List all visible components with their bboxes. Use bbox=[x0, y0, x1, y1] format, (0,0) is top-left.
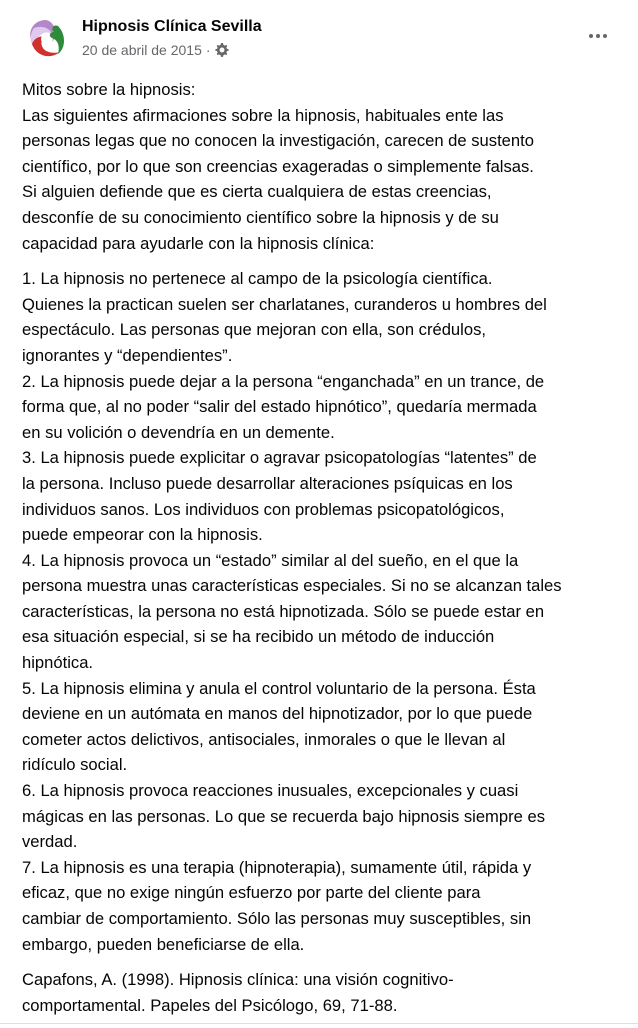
post-text-line: Capafons, A. (1998). Hipnosis clínica: una visión cognitivo- bbox=[22, 970, 454, 990]
post-paragraph bbox=[22, 967, 618, 1018]
post-text-line: características, la persona no está hipnotizada. Sólo se puede estar en bbox=[22, 601, 545, 621]
post-text-line: desconfíe de su conocimiento científico sobre la hipnosis y de su bbox=[22, 207, 499, 227]
post-text-line: científico, por lo que son creencias exageradas o simplemente falsas. bbox=[22, 156, 534, 176]
post-text-line: Mitos sobre la hipnosis: bbox=[22, 80, 196, 99]
post-text-line: verdad. bbox=[22, 832, 78, 852]
post-text-line: embargo, pueden beneficiarse de ella. bbox=[22, 934, 305, 954]
post-text-line: cambiar de comportamiento. Sólo las personas muy susceptibles, sin bbox=[22, 909, 532, 928]
post-paragraph bbox=[22, 77, 618, 256]
post-text-line: espectáculo. Las personas que mejoran con ella, son crédulos, bbox=[22, 320, 486, 340]
page-name[interactable]: Hipnosis Clínica Sevilla bbox=[82, 18, 262, 35]
post-body bbox=[22, 77, 618, 1028]
post-text-line: 2. La hipnosis puede dejar a la persona “enganchada” en un trance, de bbox=[22, 371, 545, 391]
post-paragraph bbox=[22, 266, 618, 957]
post-text-line: ridículo social. bbox=[22, 755, 128, 775]
post-text-line: Si alguien defiende que es cierta cualquiera de estas creencias, bbox=[22, 182, 492, 202]
post-text-line: 1. La hipnosis no pertenece al campo de la psicología científica. bbox=[22, 269, 493, 289]
post-text-line: eficaz, que no exige ningún esfuerzo por parte del cliente para bbox=[22, 883, 481, 903]
post-text-line: forma que, al no poder “salir del estado hipnótico”, quedaría mermada bbox=[22, 397, 537, 417]
post-text-line: persona muestra unas características especiales. Si no se alcanzan tales bbox=[22, 576, 562, 596]
post-text-line: 4. La hipnosis provoca un “estado” similar al del sueño, en el que la bbox=[22, 550, 519, 570]
post-text-line: 7. La hipnosis es una terapia (hipnoterapia), sumamente útil, rápida y bbox=[22, 857, 532, 877]
post-text-line: comportamental. Papeles del Psicólogo, 69, 71-88. bbox=[22, 995, 398, 1015]
post-text-line: puede empeorar con la hipnosis. bbox=[22, 525, 263, 545]
post-text-line: esa situación especial, si se ha recibido un método de inducción bbox=[22, 627, 495, 647]
post-header bbox=[22, 14, 616, 60]
post-text-line: capacidad para ayudarle con la hipnosis clínica: bbox=[22, 233, 375, 253]
post-text-line: en su volición o devendría en un demente. bbox=[22, 422, 335, 442]
post-text-line: individuos sanos. Los individuos con problemas psicopatológicos, bbox=[22, 499, 505, 519]
more-options-button[interactable] bbox=[582, 24, 614, 48]
post-meta bbox=[82, 42, 229, 58]
post-text-line: personas legas que no conocen la investigación, carecen de sustento bbox=[22, 131, 534, 151]
post-text-line: hipnótica. bbox=[22, 653, 94, 673]
post-date[interactable]: 20 de abril de 2015 bbox=[82, 42, 202, 58]
post-text-line: Quienes la practican suelen ser charlatanes, curanderos u hombres del bbox=[22, 294, 547, 314]
post-text-line: deviene en un autómata en manos del hipnotizador, por lo que puede bbox=[22, 704, 533, 724]
page-avatar[interactable] bbox=[22, 14, 70, 62]
ellipsis-dot bbox=[603, 34, 607, 38]
post-text-line: cometer actos delictivos, antisociales, inmorales o que le llevan al bbox=[22, 729, 506, 749]
gear-icon[interactable] bbox=[215, 43, 229, 57]
post-text-line: ignorantes y “dependientes”. bbox=[22, 345, 233, 365]
post-text-line: 6. La hipnosis provoca reacciones inusuales, excepcionales y cuasi bbox=[22, 781, 519, 801]
post-text-line: mágicas en las personas. Lo que se recuerda bajo hipnosis siempre es bbox=[22, 806, 546, 826]
ellipsis-dot bbox=[596, 34, 600, 38]
hypnosis-logo-icon bbox=[22, 14, 70, 62]
post-text-line: 5. La hipnosis elimina y anula el control voluntario de la persona. Ésta bbox=[22, 678, 536, 698]
post-text-line: Las siguientes afirmaciones sobre la hipnosis, habituales ente las bbox=[22, 105, 504, 125]
post-text-line: la persona. Incluso puede desarrollar alteraciones psíquicas en los bbox=[22, 473, 513, 493]
meta-separator: · bbox=[205, 42, 211, 58]
ellipsis-icon bbox=[589, 34, 593, 38]
post-text-line: 3. La hipnosis puede explicitar o agravar psicopatologías “latentes” de bbox=[22, 448, 537, 468]
